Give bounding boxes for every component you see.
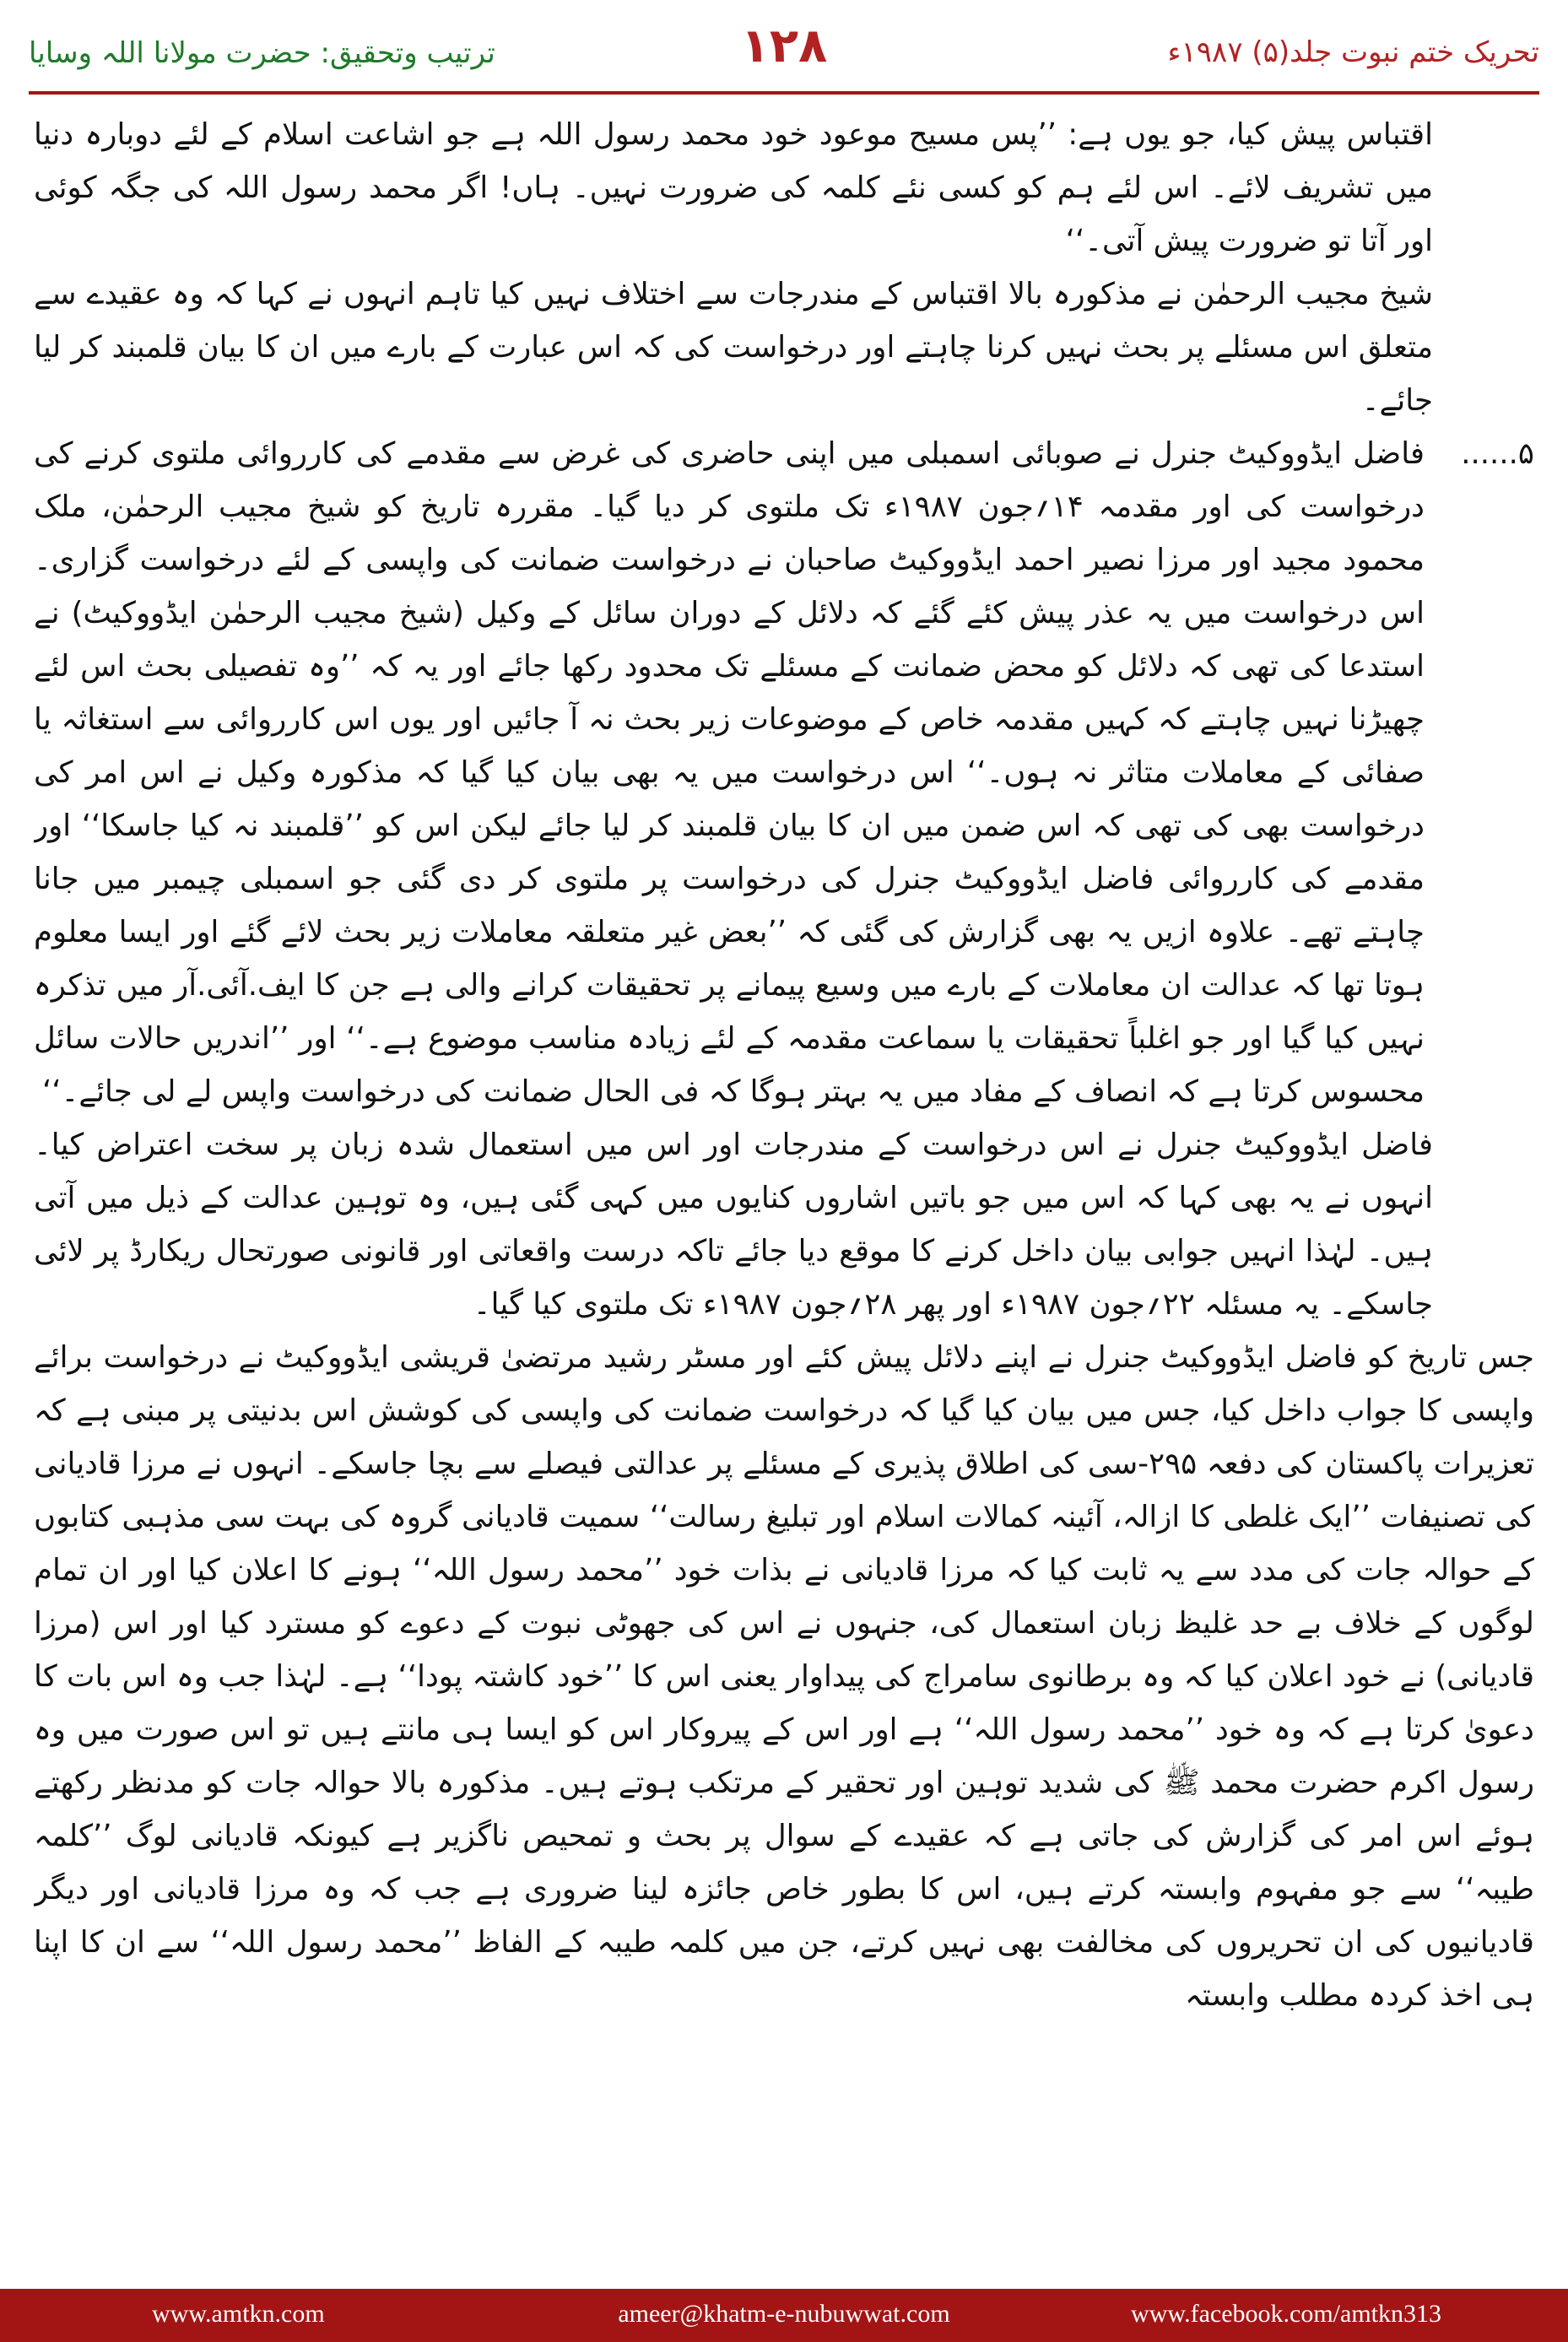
page-footer bbox=[0, 2289, 1568, 2342]
footer-facebook-link[interactable]: www.facebook.com/amtkn313 bbox=[1131, 2300, 1441, 2328]
footer-email-link[interactable]: ameer@khatm-e-nubuwwat.com bbox=[618, 2300, 950, 2328]
header-compiler-text: ترتیب وتحقیق: حضرت مولانا اللہ وسایا bbox=[29, 36, 495, 70]
paragraph-advocate-general: فاضل ایڈووکیٹ جنرل نے اس درخواست کے مندرجات اور اس میں استعمال شدہ زبان پر سخت اعتراض کیا۔ انہوں نے یہ بھی کہا کہ اس میں جو باتیں اشاروں کنایوں میں کہی گئی ہیں، وہ توہین عدالت کے ذیل میں آتی ہیں۔ لہٰذا انہیں جوابی بیان داخل کرنے کا موقع دیا جائے تاکہ درست واقعاتی اور قانونی صورتحال ریکارڈ پر لائی جاسکے۔ یہ مسئلہ ۲۲؍جون ۱۹۸۷ء اور پھر ۲۸؍جون ۱۹۸۷ء تک ملتوی کیا گیا۔ bbox=[34, 1128, 1433, 1322]
item-number-label: ۵...... bbox=[1461, 436, 1534, 471]
paragraph-item-5 bbox=[34, 427, 1534, 1118]
paragraph-reply: جس تاریخ کو فاضل ایڈووکیٹ جنرل نے اپنے دلائل پیش کئے اور مسٹر رشید مرتضیٰ قریشی ایڈووکیٹ نے درخواست برائے واپسی کا جواب داخل کیا، جس میں بیان کیا گیا کہ درخواست ضمانت کی واپسی کی کوشش اس بدنیتی پر مبنی ہے کہ تعزیرات پاکستان کی دفعہ ۲۹۵-سی کی اطلاق پذیری کے مسئلے پر عدالتی فیصلے سے بچا جاسکے۔ انہوں نے مرزا قادیانی کی تصنیفات ’’ایک غلطی کا ازالہ، آئینہ کمالات اسلام اور تبلیغ رسالت‘‘ سمیت قادیانی گروہ کی بہت سی مذہبی کتابوں کے حوالہ جات کی مدد سے یہ ثابت کیا کہ مرزا قادیانی نے بذات خود ’’محمد رسول اللہ‘‘ ہونے کا اعلان کیا اور ان تمام لوگوں کے خلاف بے حد غلیظ زبان استعمال کی، جنہوں نے اس کی جھوٹی نبوت کے دعوے کو مسترد کیا اور اس (مرزا قادیانی) نے خود اعلان کیا کہ وہ برطانوی سامراج کی پیداوار یعنی اس کا ’’خود کاشتہ پودا‘‘ ہے۔ لہٰذا جب وہ اس بات کا دعویٰ کرتا ہے کہ وہ خود ’’محمد رسول اللہ‘‘ ہے اور اس کے پیروکار اس کو ایسا ہی مانتے ہیں تو اس صورت میں وہ رسول اکرم حضرت محمد ﷺ کی شدید توہین اور تحقیر کے مرتکب ہوتے ہیں۔ مذکورہ بالا حوالہ جات کو مدنظر رکھتے ہوئے اس امر کی گزارش کی جاتی ہے کہ عقیدے کے سوال پر بحث و تمحیص ناگزیر ہے کیونکہ قادیانی لوگ ’’کلمہ طیبہ‘‘ سے جو مفہوم وابستہ کرتے ہیں، اس کا بطور خاص جائزہ لینا ضروری ہے جب کہ وہ مرزا قادیانی اور دیگر قادیانیوں کی ان تحریروں کی مخالفت بھی نہیں کرتے، جن میں کلمہ طیبہ کے الفاظ ’’محمد رسول اللہ‘‘ سے ان کا اپنا ہی اخذ کردہ مطلب وابستہ bbox=[34, 1340, 1534, 2013]
item-5-text: فاضل ایڈووکیٹ جنرل نے صوبائی اسمبلی میں اپنی حاضری کی غرض سے مقدمے کی کارروائی ملتوی کرنے کی درخواست کی اور مقدمہ ۱۴؍جون ۱۹۸۷ء تک ملتوی کر دیا گیا۔ مقررہ تاریخ کو شیخ مجیب الرحمٰن، ملک محمود مجید اور مرزا نصیر احمد ایڈووکیٹ صاحبان نے درخواست ضمانت کی واپسی کے لئے درخواست گزاری۔ اس درخواست میں یہ عذر پیش کئے گئے کہ دلائل کے دوران سائل کے وکیل (شیخ مجیب الرحمٰن ایڈووکیٹ) نے استدعا کی تھی کہ دلائل کو محض ضمانت کے مسئلے تک محدود رکھا جائے اور یہ کہ ’’وہ تفصیلی بحث اس لئے چھیڑنا نہیں چاہتے کہ کہیں مقدمہ خاص کے موضوعات زیر بحث نہ آ جائیں اور یوں اس کارروائی سے استغاثہ یا صفائی کے معاملات متاثر نہ ہوں۔‘‘ اس درخواست میں یہ بھی بیان کیا گیا کہ مذکورہ وکیل نے اس امر کی درخواست بھی کی تھی کہ اس ضمن میں ان کا بیان قلمبند کر لیا جائے لیکن اس کو ’’قلمبند نہ کیا جاسکا‘‘ اور مقدمے کی کارروائی فاضل ایڈووکیٹ جنرل کی درخواست پر ملتوی کر دی گئی جو اسمبلی چیمبر میں جانا چاہتے تھے۔ علاوہ ازیں یہ بھی گزارش کی گئی کہ ’’بعض غیر متعلقہ معاملات زیر بحث لائے گئے اور ایسا معلوم ہوتا تھا کہ عدالت ان معاملات کے بارے میں وسیع پیمانے پر تحقیقات کرانے والی ہے جن کا ایف.آئی.آر میں تذکرہ نہیں کیا گیا اور جو اغلباً تحقیقات یا سماعت مقدمہ کے لئے زیادہ مناسب موضوع ہے۔‘‘ اور ’’اندریں حالات سائل محسوس کرتا ہے کہ انصاف کے مفاد میں یہ بہتر ہوگا کہ فی الحال ضمانت کی درخواست واپس لے لی جائے۔‘‘ bbox=[34, 436, 1425, 1109]
header-book-title: تحریک ختم نبوت جلد(۵) ۱۹۸۷ء bbox=[1167, 35, 1539, 69]
page-number: ۱۲۸ bbox=[740, 19, 828, 73]
paragraph-quote: اقتباس پیش کیا، جو یوں ہے: ’’پس مسیح موعود خود محمد رسول اللہ ہے جو اشاعت اسلام کے لئے دوبارہ دنیا میں تشریف لائے۔ اس لئے ہم کو کسی نئے کلمہ کی ضرورت نہیں۔ ہاں! اگر محمد رسول اللہ کی جگہ کوئی اور آتا تو ضرورت پیش آتی۔‘‘ bbox=[34, 117, 1433, 258]
paragraph-sheikh-mujib: شیخ مجیب الرحمٰن نے مذکورہ بالا اقتباس کے مندرجات سے اختلاف نہیں کیا تاہم انہوں نے کہا کہ وہ عقیدے سے متعلق اس مسئلے پر بحث نہیں کرنا چاہتے اور درخواست کی کہ اس عبارت کے بارے میں ان کا بیان قلمبند کر لیا جائے۔ bbox=[34, 277, 1433, 418]
footer-website-link[interactable]: www.amtkn.com bbox=[152, 2300, 325, 2328]
page-body bbox=[34, 108, 1534, 2243]
page-header bbox=[0, 0, 1568, 100]
header-divider bbox=[29, 91, 1539, 95]
